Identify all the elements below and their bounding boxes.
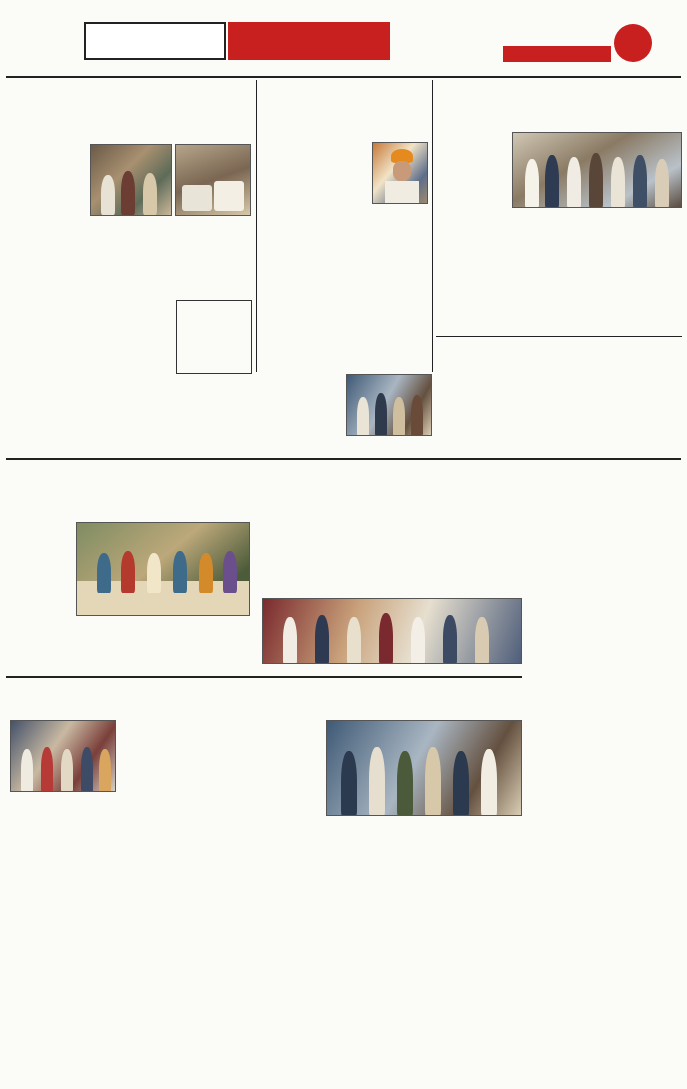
caption-congress: [262, 666, 522, 674]
caption-school: [76, 618, 250, 626]
body-shops: [524, 538, 610, 672]
body-wheat-cont-2: [519, 220, 599, 332]
headline-arrest: [10, 300, 170, 316]
section-title-right: [228, 22, 390, 60]
headline-mobile: [262, 680, 522, 716]
body-ai-phone: [10, 406, 256, 452]
demand-wrapper: [612, 462, 682, 672]
body-congress: [262, 534, 388, 596]
photo-urea-bags: [175, 144, 251, 216]
headline-school: [10, 462, 250, 518]
date-bar: [503, 46, 611, 62]
print-info: [0, 0, 687, 10]
body-wheat: [436, 132, 508, 208]
body-school-cont-1: [76, 628, 160, 672]
caption-urea-1: [90, 218, 172, 230]
photo-clean: [346, 374, 432, 436]
masthead: [0, 10, 687, 72]
caption-khanauda: [372, 206, 428, 220]
body-congress-cont: [392, 534, 522, 596]
box-mandi-body: [179, 305, 249, 341]
body-mobile: [262, 720, 322, 820]
body-centre: [262, 142, 368, 292]
body-wheat-cont-1: [436, 220, 516, 332]
page-number: [614, 24, 652, 62]
photo-dav: [10, 720, 116, 792]
photo-congress: [262, 598, 522, 664]
photo-school: [76, 522, 250, 616]
caption-clean: [346, 438, 432, 450]
body-mobile-cont-2: [350, 830, 434, 1084]
headline-clean: [258, 298, 430, 350]
section-title-left: [84, 22, 226, 60]
section-divider: [6, 676, 522, 678]
photo-urea-officials: [90, 144, 172, 216]
caption-wheat: [436, 210, 682, 218]
column-divider: [256, 80, 257, 372]
caption-urea-2: [175, 218, 251, 230]
headline-urea: [10, 82, 250, 138]
body-school: [10, 522, 72, 662]
headline-varsity: [438, 340, 682, 370]
divider: [436, 336, 682, 337]
body-dav-cont: [10, 806, 250, 1084]
body-school-cont-2: [164, 628, 250, 672]
subhead-varsity: [438, 372, 682, 398]
masthead-divider: [6, 76, 681, 78]
body-urea: [10, 144, 86, 294]
headline-dav: [10, 680, 250, 716]
box-mandi: [176, 300, 252, 374]
column-divider: [432, 80, 433, 372]
body-dav: [120, 720, 250, 802]
body-urea-cont-2: [175, 234, 251, 294]
headline-centre: [262, 82, 428, 140]
body-urea-cont: [90, 234, 172, 294]
subhead-clean: [258, 352, 432, 370]
photo-khanauda: [372, 142, 428, 204]
caption-dav: [10, 794, 116, 802]
photo-wheat-visit: [512, 132, 682, 208]
body-arrest: [10, 318, 170, 370]
body-varsity: [438, 400, 682, 456]
subhead-congress: [262, 504, 522, 532]
paper-name: [503, 20, 609, 40]
caption-mobile: [326, 818, 522, 826]
section-divider: [6, 458, 681, 460]
body-mobile-cont-3: [438, 830, 522, 1084]
body-wheat-cont-3: [602, 220, 682, 332]
body-mobile-cont-1: [262, 830, 346, 1084]
headline-wheat: [436, 82, 682, 128]
headline-congress: [262, 462, 522, 502]
headline-ai-phone: [10, 374, 175, 404]
photo-mobile: [326, 720, 522, 816]
body-centre-cont: [372, 222, 428, 292]
headline-shops: [524, 462, 610, 536]
